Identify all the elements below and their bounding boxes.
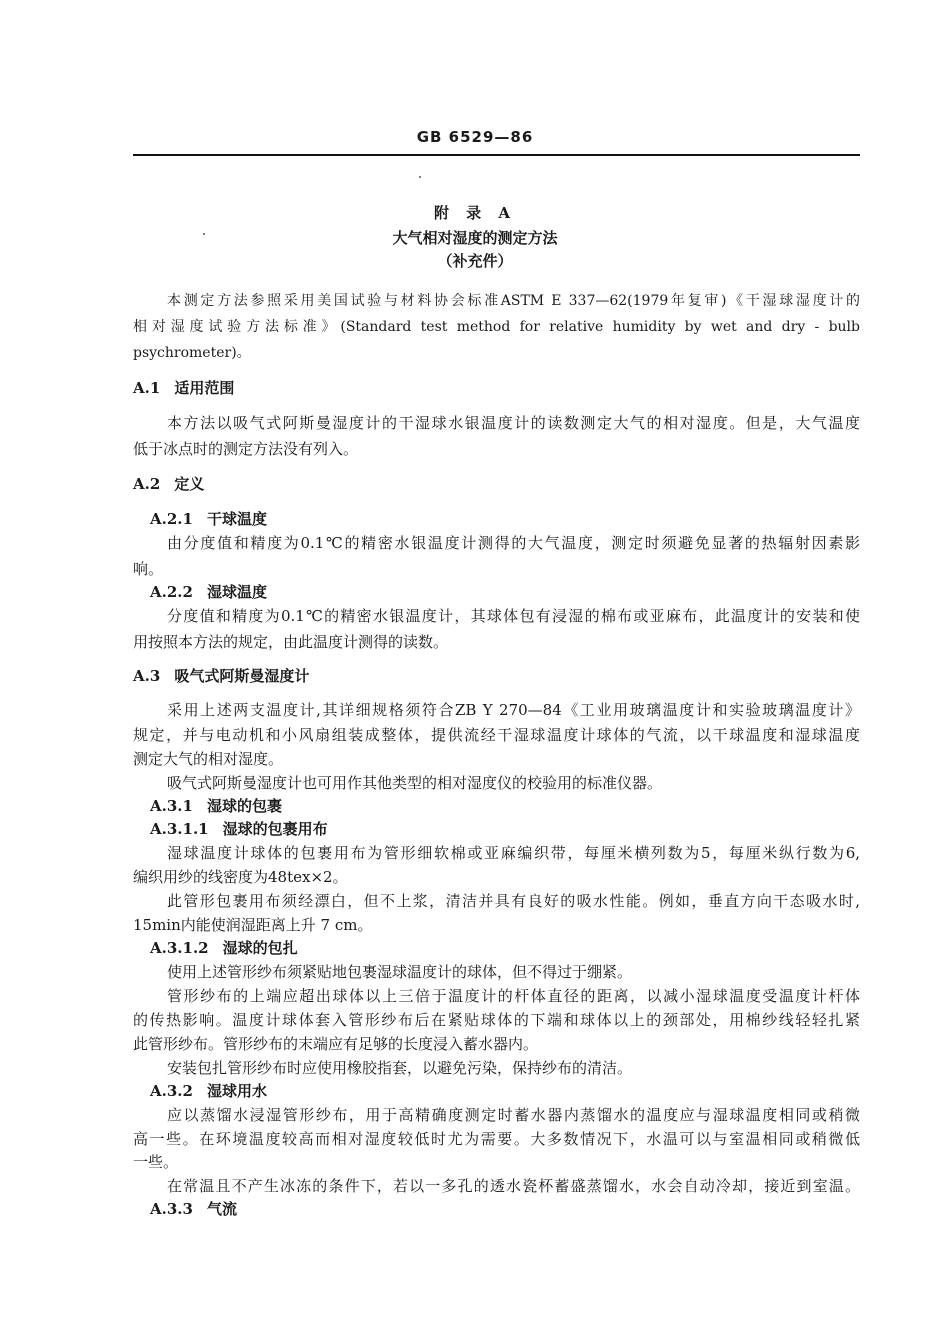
section-heading-a3-3 xyxy=(150,1200,237,1218)
standard-code-header: GB 6529—86 xyxy=(416,128,534,146)
paragraph-line: 高一些。在环境温度较高而相对湿度较低时尤为需要。大多数情况下，水温可以与室温相同或稍微低 xyxy=(133,1130,860,1148)
scan-speck xyxy=(419,176,421,178)
appendix-title: 大气相对湿度的测定方法 xyxy=(392,229,558,247)
paragraph-line: 吸气式阿斯曼湿度计也可用作其他类型的相对湿度仪的校验用的标准仪器。 xyxy=(167,774,663,792)
paragraph-line: 编织用纱的线密度为48tex×2。 xyxy=(133,868,348,886)
section-title: 湿球的包裹用布 xyxy=(222,820,328,838)
paragraph-line: 用按照本方法的规定，由此温度计测得的读数。 xyxy=(133,633,449,651)
paragraph-line: 测定大气的相对湿度。 xyxy=(133,750,284,768)
paragraph-line: 此管形包裹用布须经漂白，但不上浆，清洁并具有良好的吸水性能。例如，垂直方向干态吸水时, xyxy=(167,892,860,910)
paragraph-line: 在常温且不产生冰冻的条件下，若以一多孔的透水瓷杯蓄盛蒸馏水，水会自动冷却，接近到室温。 xyxy=(167,1177,860,1195)
section-number: A.3.3 xyxy=(150,1200,193,1218)
paragraph-line: 分度值和精度为0.1℃的精密水银温度计，其球体包有浸湿的棉布或亚麻布，此温度计的安装和使 xyxy=(167,607,860,625)
paragraph-line: 一些。 xyxy=(133,1153,179,1171)
section-title: 湿球用水 xyxy=(206,1082,267,1100)
section-title: 湿球的包扎 xyxy=(222,939,298,957)
section-number: A.2.1 xyxy=(150,510,193,528)
section-heading-a3-1 xyxy=(150,797,282,815)
section-heading-a2-2 xyxy=(150,583,267,601)
appendix-label: 附 录 A xyxy=(433,204,517,222)
section-number: A.3.1.1 xyxy=(150,820,209,838)
section-title: 气流 xyxy=(206,1200,237,1218)
section-number: A.2.2 xyxy=(150,583,193,601)
section-title: 吸气式阿斯曼湿度计 xyxy=(174,667,310,685)
paragraph-line: 使用上述管形纱布须紧贴地包裹湿球温度计的球体，但不得过于绷紧。 xyxy=(167,963,633,981)
paragraph-line: 低于冰点时的测定方法没有列入。 xyxy=(133,440,359,458)
section-number: A.3.1 xyxy=(150,797,193,815)
paragraph-line: 应以蒸馏水浸湿管形纱布，用于高精确度测定时蓄水器内蒸馏水的温度应与湿球温度相同或稍微 xyxy=(167,1106,860,1124)
paragraph-line: 湿球温度计球体的包裹用布为管形细软棉或亚麻编织带，每厘米横列数为5，每厘米纵行数为6, xyxy=(167,844,860,862)
paragraph-line: 15min内能使润湿距离上升 7 cm。 xyxy=(133,916,373,934)
paragraph-line: 采用上述两支温度计,其详细规格须符合ZB Y 270—84《工业用玻璃温度计和实验玻璃温度计》 xyxy=(167,701,860,719)
paragraph-line: 由分度值和精度为0.1℃的精密水银温度计测得的大气温度，测定时须避免显著的热辐射因素影 xyxy=(167,534,860,552)
paragraph-line: 规定，并与电动机和小风扇组装成整体，提供流经干湿球温度计球体的气流，以干球温度和湿球温度 xyxy=(133,726,860,744)
section-title: 适用范围 xyxy=(174,379,235,397)
intro-line: 本测定方法参照采用美国试验与材料协会标准ASTM E 337—62(1979年复审)《干湿球湿度计的 xyxy=(167,293,860,309)
section-heading-a3-1-1 xyxy=(150,820,328,838)
intro-line: psychrometer)。 xyxy=(133,345,251,361)
paragraph-line: 安装包扎管形纱布时应使用橡胶指套，以避免污染，保持纱布的清洁。 xyxy=(167,1059,633,1077)
paragraph-line: 本方法以吸气式阿斯曼湿度计的干湿球水银温度计的读数测定大气的相对湿度。但是，大气温度 xyxy=(167,414,860,432)
section-number: A.3.1.2 xyxy=(150,939,209,957)
section-title: 湿球温度 xyxy=(206,583,267,601)
paragraph-line: 响。 xyxy=(133,560,164,578)
paragraph-line: 的传热影响。温度计球体套入管形纱布后在紧贴球体的下端和球体以上的颈部处，用棉纱线轻轻扎紧 xyxy=(133,1011,860,1029)
paragraph-line: 管形纱布的上端应超出球体以上三倍于温度计的杆体直径的距离，以减小湿球温度受温度计杆体 xyxy=(167,987,860,1005)
section-heading-a2 xyxy=(133,475,204,493)
section-heading-a2-1 xyxy=(150,510,267,528)
section-number: A.3.2 xyxy=(150,1082,193,1100)
section-title: 湿球的包裹 xyxy=(206,797,282,815)
section-number: A.3 xyxy=(133,667,161,685)
section-number: A.1 xyxy=(133,379,161,397)
header-rule xyxy=(133,154,860,156)
section-title: 定义 xyxy=(174,475,205,493)
section-heading-a3-2 xyxy=(150,1082,267,1100)
section-heading-a3-1-2 xyxy=(150,939,298,957)
section-number: A.2 xyxy=(133,475,161,493)
section-title: 干球温度 xyxy=(206,510,267,528)
appendix-subtitle: （补充件） xyxy=(437,252,513,270)
section-heading-a1 xyxy=(133,379,234,397)
paragraph-line: 此管形纱布。管形纱布的末端应有足够的长度浸入蓄水器内。 xyxy=(133,1035,539,1053)
section-heading-a3 xyxy=(133,667,309,685)
intro-line: 相对湿度试验方法标准》(Standard test method for relative humidity by wet and dry - bulb xyxy=(133,319,860,335)
